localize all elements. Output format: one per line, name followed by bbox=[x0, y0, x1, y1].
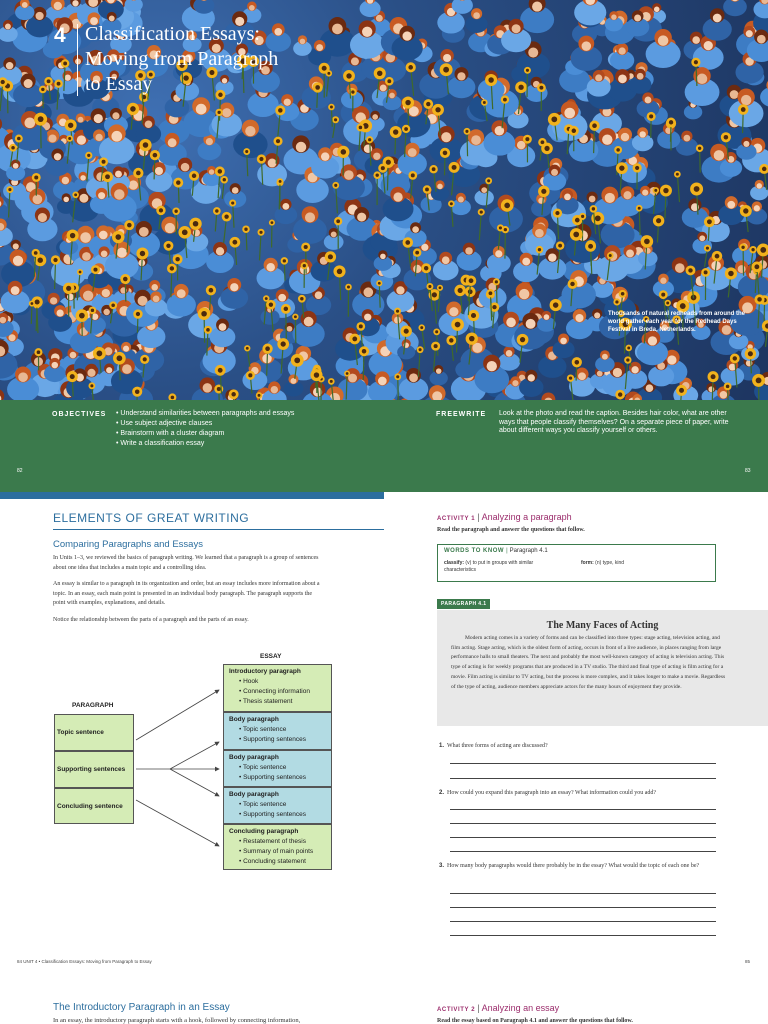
vocab-entry bbox=[444, 560, 564, 574]
activity-title: Analyzing an essay bbox=[481, 1003, 560, 1013]
box-title: Body paragraph bbox=[229, 791, 279, 798]
box-item: • Summary of main points bbox=[229, 847, 326, 857]
question bbox=[439, 789, 719, 797]
vocab-term: form: bbox=[581, 560, 594, 566]
activity-1-header: ACTIVITY 1 | Analyzing a paragraph bbox=[437, 512, 572, 522]
box-item: • Concluding statement bbox=[229, 857, 326, 867]
freewrite-text: Look at the photo and read the caption. Besides hair color, what are other ways that people classify themselves? On a separate piece of paper, write about different ways you classify yourself or others. bbox=[499, 410, 729, 434]
objective-item: • Understand similarities between paragraphs and essays bbox=[116, 409, 294, 419]
answer-line[interactable] bbox=[450, 809, 716, 810]
page-number: 83 bbox=[745, 468, 751, 474]
paragraph-label: PARAGRAPH bbox=[72, 702, 114, 709]
diagram-intro-paragraph bbox=[223, 664, 332, 712]
diagram-concluding-paragraph bbox=[223, 824, 332, 870]
answer-line[interactable] bbox=[450, 921, 716, 922]
activity-label: ACTIVITY 1 bbox=[437, 516, 476, 522]
box-title: Body paragraph bbox=[229, 716, 279, 723]
question-text: How could you expand this paragraph into an essay? What information could you add? bbox=[447, 790, 657, 796]
objective-item: • Use subject adjective clauses bbox=[116, 419, 294, 429]
box-item: • Restatement of thesis bbox=[229, 837, 326, 847]
question-text: How many body paragraphs would there probably be in the essay? What would the topic of each one be? bbox=[447, 863, 700, 869]
diagram-concluding-sentence: Concluding sentence bbox=[54, 788, 134, 824]
reading-paragraph-box bbox=[437, 610, 768, 726]
photo-caption: Thousands of natural redheads from around the world gather each year for the Redhead Days Festival in Breda, Netherlands. bbox=[608, 311, 746, 333]
answer-line[interactable] bbox=[450, 823, 716, 824]
question bbox=[439, 742, 719, 750]
box-item: • Thesis statement bbox=[229, 697, 326, 707]
reading-title: The Many Faces of Acting bbox=[546, 620, 659, 631]
unit-number: 4 bbox=[54, 24, 66, 47]
vocab-term: classify: bbox=[444, 560, 465, 566]
box-title: Introductory paragraph bbox=[229, 668, 301, 675]
box-item: • Supporting sentences bbox=[229, 810, 326, 820]
section-title: ELEMENTS OF GREAT WRITING bbox=[53, 511, 250, 525]
freewrite-label: FREEWRITE bbox=[436, 411, 487, 418]
unit-title-line: to Essay bbox=[85, 73, 153, 95]
box-item: • Topic sentence bbox=[229, 763, 326, 773]
vocab-definition: (n) type, kind bbox=[595, 560, 625, 566]
answer-line[interactable] bbox=[450, 763, 716, 764]
next-section-text: In an essay, the introductory paragraph starts with a hook, followed by connecting information, bbox=[53, 1017, 301, 1024]
box-item: • Connecting information bbox=[229, 687, 326, 697]
objective-item: • Brainstorm with a cluster diagram bbox=[116, 429, 294, 439]
activity-instruction: Read the paragraph and answer the questions that follow. bbox=[437, 527, 585, 533]
words-to-know-box bbox=[437, 544, 716, 582]
diagram-topic-sentence: Topic sentence bbox=[54, 714, 134, 751]
diagram-supporting-sentences: Supporting sentences bbox=[54, 751, 134, 788]
answer-line[interactable] bbox=[450, 907, 716, 908]
question-number: 3. bbox=[439, 863, 445, 869]
box-item: • Topic sentence bbox=[229, 725, 326, 735]
question-number: 1. bbox=[439, 743, 445, 749]
body-paragraph: In Units 1–3, we reviewed the basics of paragraph writing. We learned that a paragraph is a group of sentences about one idea that includes a main topic and a controlling idea. bbox=[53, 555, 319, 571]
activity-instruction: Read the essay based on Paragraph 4.1 and answer the questions that follow. bbox=[437, 1018, 633, 1024]
box-item: • Supporting sentences bbox=[229, 735, 326, 745]
vocab-entry bbox=[581, 560, 624, 566]
activity-2-header: ACTIVITY 2 | Analyzing an essay bbox=[437, 1003, 560, 1013]
box-title: Concluding paragraph bbox=[229, 828, 299, 835]
vocab-definition: (v) to put in groups with similar characteristics bbox=[444, 560, 534, 573]
question bbox=[439, 862, 719, 870]
question-number: 2. bbox=[439, 790, 445, 796]
body-paragraph: Notice the relationship between the parts of a paragraph and the parts of an essay. bbox=[53, 617, 249, 623]
objectives-label: OBJECTIVES bbox=[52, 411, 107, 418]
box-item: • Topic sentence bbox=[229, 800, 326, 810]
body-paragraph: An essay is similar to a paragraph in its organization and order, but an essay includes more information about a topic. In an essay, each main point is presented in an individual body paragraph. The paragraph supports the point with examples, explanations, and details. bbox=[53, 581, 320, 606]
page-number: 82 bbox=[17, 468, 23, 474]
reading-text: Modern acting comes in a variety of forms and can be classified into three types: stage acting, television acting, and film acting. Stage acting, which is the oldest form of acting, occurs in front of a live audience, in places ranging from large performance halls to small theaters. The next and probably the most well-known category of acting is television acting. This type of acting is for weekly programs that are produced in a TV studio. The third and final type of acting is film acting for a movie. Film acting is similar to TV acting, but the process is more complex, and it takes longer to make a movie. Regardless of the type of acting, audience members appreciate actors for the many hours of enjoyment they provide. bbox=[451, 635, 726, 690]
box-title: Body paragraph bbox=[229, 754, 279, 761]
box-item: • Supporting sentences bbox=[229, 773, 326, 783]
subheading: Comparing Paragraphs and Essays bbox=[53, 539, 203, 550]
diagram-body-paragraph bbox=[223, 787, 332, 824]
words-to-know-ref: Paragraph 4.1 bbox=[509, 548, 548, 554]
answer-line[interactable] bbox=[450, 837, 716, 838]
answer-line[interactable] bbox=[450, 778, 716, 779]
answer-line[interactable] bbox=[450, 851, 716, 852]
activity-title: Analyzing a paragraph bbox=[481, 512, 572, 522]
words-to-know-header: WORDS TO KNOW | Paragraph 4.1 bbox=[444, 548, 548, 554]
objective-item: • Write a classification essay bbox=[116, 439, 294, 449]
activity-label: ACTIVITY 2 bbox=[437, 1007, 476, 1013]
diagram-body-paragraph bbox=[223, 712, 332, 750]
next-section-heading: The Introductory Paragraph in an Essay bbox=[53, 1002, 230, 1013]
diagram-body-paragraph bbox=[223, 750, 332, 787]
box-item: • Hook bbox=[229, 677, 326, 687]
paragraph-tag: PARAGRAPH 4.1 bbox=[437, 599, 490, 609]
page-footer: 84 UNIT 4 • Classification Essays: Moving from Paragraph to Essay bbox=[17, 959, 152, 964]
answer-line[interactable] bbox=[450, 893, 716, 894]
unit-title-line: Classification Essays: bbox=[85, 23, 260, 45]
essay-label: ESSAY bbox=[260, 653, 282, 660]
page-number: 85 bbox=[745, 959, 751, 964]
words-to-know-label: WORDS TO KNOW bbox=[444, 548, 505, 554]
answer-line[interactable] bbox=[450, 935, 716, 936]
question-text: What three forms of acting are discussed? bbox=[447, 743, 548, 749]
unit-title-line: Moving from Paragraph bbox=[85, 48, 279, 70]
